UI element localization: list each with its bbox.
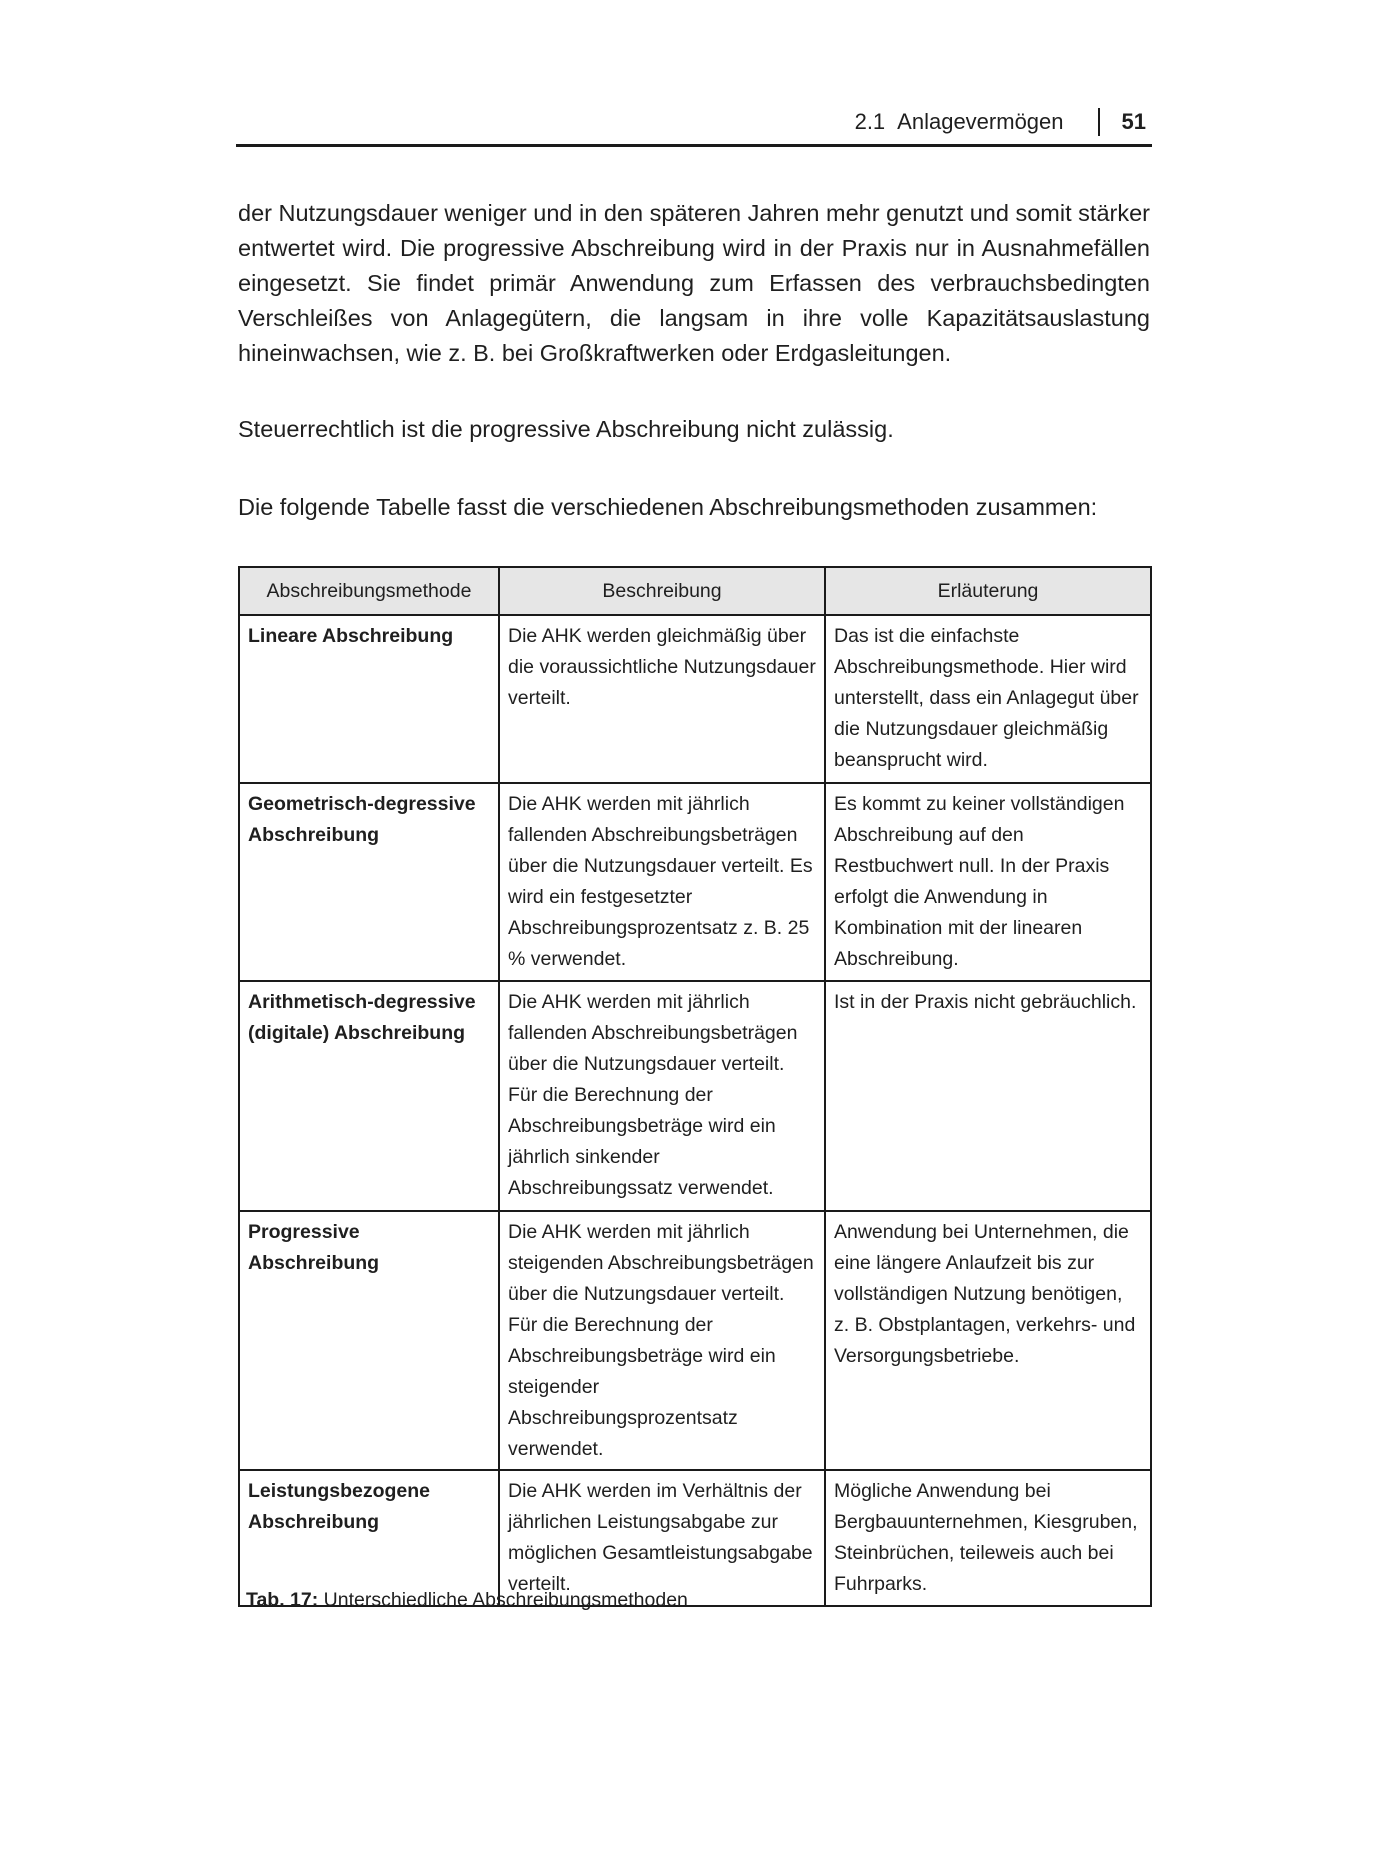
body-paragraph: Steuerrechtlich ist die progressive Abschreibung nicht zulässig.	[238, 416, 894, 442]
column-header-description: Beschreibung	[499, 567, 825, 615]
explanation-cell: Ist in der Praxis nicht gebräuchlich.	[825, 981, 1151, 1211]
body-paragraph: der Nutzungsdauer weniger und in den späteren Jahren mehr genutzt und somit stärker entwertet wird. Die progressive Abschreibung wird in der Praxis nur in Ausnahmefällen eingesetzt. Sie findet primär Anwendung zum Erfassen des verbrauchsbedingten Verschleißes von Anlagegütern, die langsam in ihre volle Kapazitätsauslastung hineinwachsen, wie z. B. bei Großkraftwerken oder Erdgasleitungen.	[238, 200, 1150, 366]
column-header-explanation: Erläuterung	[825, 567, 1151, 615]
method-cell: Arithmetisch-degressive (digitale) Abschreibung	[239, 981, 499, 1211]
description-cell: Die AHK werden mit jährlich fallenden Abschreibungsbeträgen über die Nutzungsdauer verteilt. Es wird ein festgesetzter Abschreibungsprozentsatz z. B. 25 % verwendet.	[499, 783, 825, 981]
method-cell: Leistungsbezogene Abschreibung	[239, 1470, 499, 1606]
description-cell: Die AHK werden mit jährlich fallenden Abschreibungsbeträgen über die Nutzungsdauer verteilt. Für die Berechnung der Abschreibungsbeträge wird ein jährlich sinkender Abschreibungssatz verwendet.	[499, 981, 825, 1211]
caption-label: Tab. 17:	[246, 1589, 319, 1611]
explanation-cell: Mögliche Anwendung bei Bergbauunternehmen, Kiesgruben, Steinbrüchen, teileweis auch bei Fuhrparks.	[825, 1470, 1151, 1606]
method-cell: Lineare Abschreibung	[239, 615, 499, 783]
description-cell: Die AHK werden gleichmäßig über die voraussichtliche Nutzungsdauer verteilt.	[499, 615, 825, 783]
running-header	[236, 104, 1152, 147]
table-row	[239, 783, 1151, 981]
table-row	[239, 981, 1151, 1211]
table-caption	[246, 1586, 688, 1614]
column-header-method: Abschreibungsmethode	[239, 567, 499, 615]
method-cell: Geometrisch-degressive Abschreibung	[239, 783, 499, 981]
table-header-row	[239, 567, 1151, 615]
header-content	[855, 108, 1146, 136]
description-cell: Die AHK werden mit jährlich steigenden Abschreibungsbeträgen über die Nutzungsdauer verteilt. Für die Berechnung der Abschreibungsbeträge wird ein steigender Abschreibungsprozentsatz verwendet.	[499, 1211, 825, 1470]
method-cell: Progressive Abschreibung	[239, 1211, 499, 1470]
depreciation-methods-table	[238, 566, 1152, 1607]
explanation-cell: Das ist die einfachste Abschreibungsmethode. Hier wird unterstellt, dass ein Anlagegut über die Nutzungsdauer gleichmäßig beansprucht wird.	[825, 615, 1151, 783]
header-separator	[1098, 108, 1100, 136]
page-number: 51	[1121, 109, 1146, 134]
body-paragraph: Die folgende Tabelle fasst die verschiedenen Abschreibungsmethoden zusammen:	[238, 494, 1098, 520]
description-cell: Die AHK werden im Verhältnis der jährlichen Leistungsabgabe zur möglichen Gesamtleistungsabgabe verteilt.	[499, 1470, 825, 1606]
table-row	[239, 1211, 1151, 1470]
caption-text: Unterschiedliche Abschreibungsmethoden	[323, 1589, 688, 1611]
explanation-cell: Es kommt zu keiner vollständigen Abschreibung auf den Restbuchwert null. In der Praxis erfolgt die Anwendung in Kombination mit der linearen Abschreibung.	[825, 783, 1151, 981]
section-title: Anlagevermögen	[897, 109, 1064, 134]
explanation-cell: Anwendung bei Unternehmen, die eine längere Anlaufzeit bis zur vollständigen Nutzung benötigen, z. B. Obstplantagen, verkehrs- und Versorgungsbetriebe.	[825, 1211, 1151, 1470]
section-number: 2.1	[854, 109, 886, 134]
table-row	[239, 615, 1151, 783]
